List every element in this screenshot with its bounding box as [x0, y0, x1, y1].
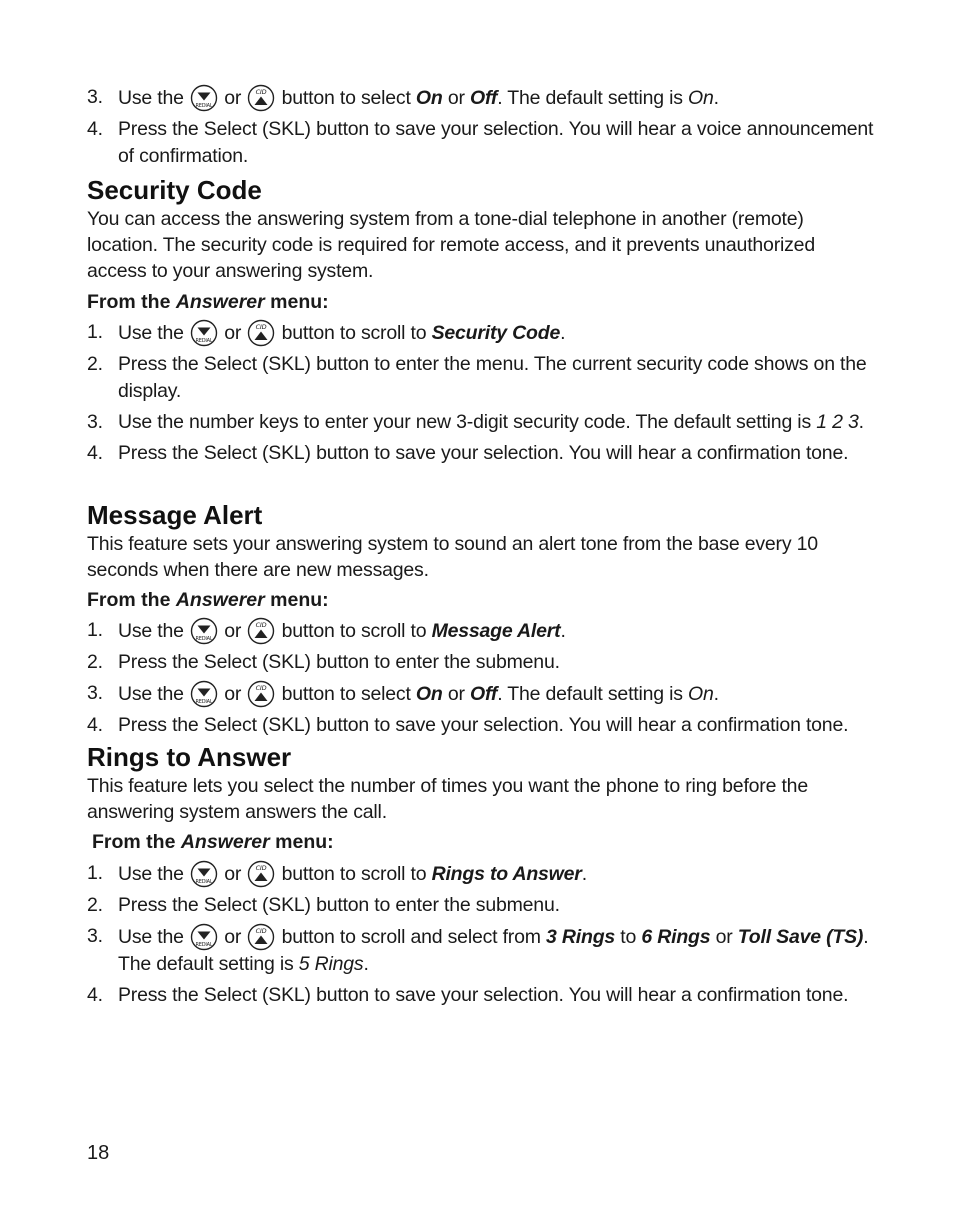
list-item: 1. Use the or button to scroll to Message Alert.	[87, 617, 877, 645]
message-alert-from-menu: From the Answerer menu:	[87, 589, 329, 611]
redial-down-icon	[190, 84, 218, 112]
rings-to-answer-heading: Rings to Answer	[87, 742, 292, 772]
redial-down-icon	[190, 319, 218, 347]
redial-down-icon	[190, 680, 218, 708]
cid-up-icon	[247, 860, 275, 888]
security-from-menu: From the Answerer menu:	[87, 291, 329, 313]
message-alert-heading: Message Alert	[87, 500, 263, 530]
message-alert-body: This feature sets your answering system to sound an alert tone from the base every 10 seconds when there are new messages.	[87, 533, 818, 581]
list-item: 1. Use the or button to scroll to Security Code.	[87, 319, 877, 347]
list-item: 3. Use the or button to select On or Off. The default setting is On.	[87, 84, 877, 112]
rings-to-answer-body: This feature lets you select the number of times you want the phone to ring before the answering system answers the call.	[87, 775, 808, 823]
message-alert-steps	[87, 617, 877, 743]
rings-from-menu: From the Answerer menu:	[92, 831, 334, 853]
rings-steps	[87, 860, 877, 1013]
security-code-heading: Security Code	[87, 175, 262, 205]
list-item: 3. Use the or button to scroll and select from 3 Rings to 6 Rings or Toll Save (TS). The default setting is 5 Rings.	[87, 925, 869, 975]
cid-up-icon	[247, 617, 275, 645]
list-item: 3. Use the number keys to enter your new 3-digit security code. The default setting is 1 2 3.	[87, 411, 864, 433]
list-item: 4. Press the Select (SKL) button to save your selection. You will hear a confirmation tone.	[87, 984, 849, 1006]
list-item: 3. Use the or button to select On or Off. The default setting is On.	[87, 680, 877, 708]
list-item: 4. Press the Select (SKL) button to save your selection. You will hear a voice announcement of confirmation.	[87, 118, 874, 167]
cid-up-icon	[247, 319, 275, 347]
list-item: 4. Press the Select (SKL) button to save your selection. You will hear a confirmation tone.	[87, 714, 849, 736]
cid-up-icon	[247, 923, 275, 951]
list-item: 2. Press the Select (SKL) button to enter the submenu.	[87, 894, 560, 916]
redial-down-icon	[190, 860, 218, 888]
security-steps	[87, 319, 877, 471]
security-code-body: You can access the answering system from a tone-dial telephone in another (remote) location. The security code is required for remote access, and it prevents unauthorized access to your answering system.	[87, 208, 815, 282]
list-item: 4. Press the Select (SKL) button to save your selection. You will hear a confirmation tone.	[87, 442, 849, 464]
list-item: 2. Press the Select (SKL) button to enter the menu. The current security code shows on the display.	[87, 353, 867, 402]
list-item: 2. Press the Select (SKL) button to enter the submenu.	[87, 651, 560, 673]
intro-steps	[87, 84, 877, 174]
list-item: 1. Use the or button to scroll to Rings to Answer.	[87, 860, 877, 888]
page-number: 18	[87, 1142, 110, 1164]
redial-down-icon	[190, 617, 218, 645]
cid-up-icon	[247, 84, 275, 112]
cid-up-icon	[247, 680, 275, 708]
redial-down-icon	[190, 923, 218, 951]
